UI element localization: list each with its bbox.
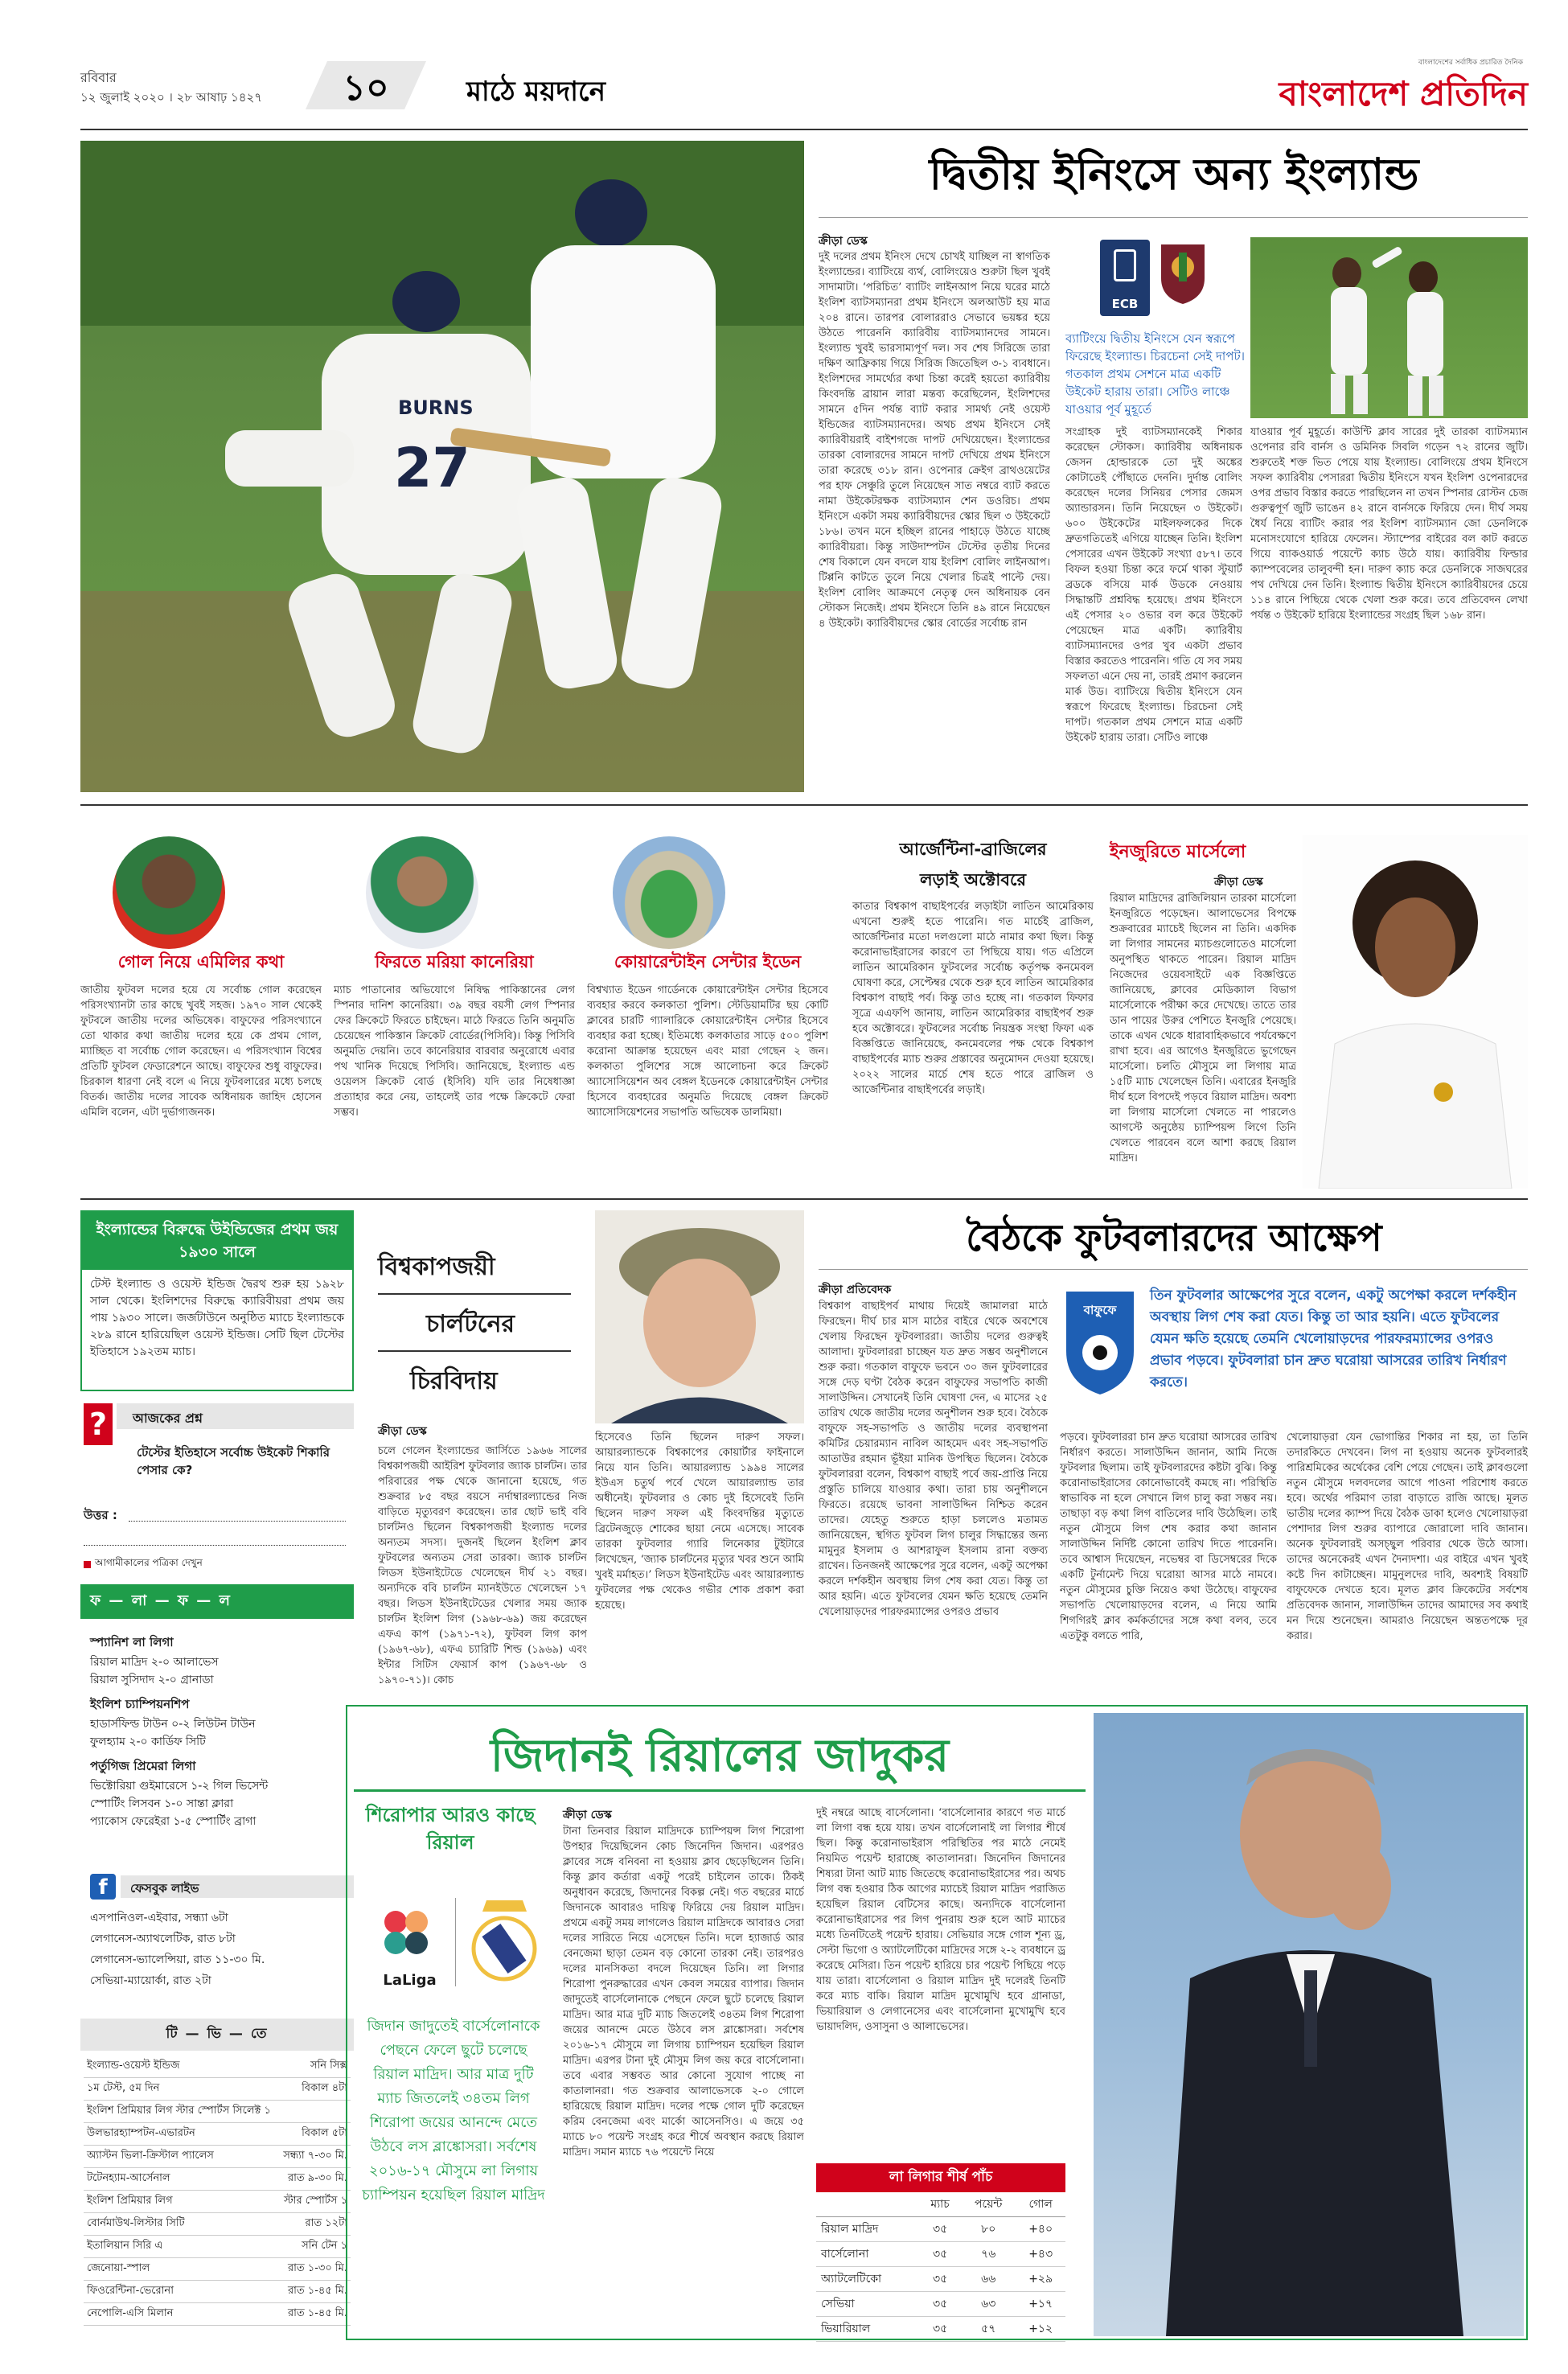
tv-time: রাত ৯-৩০ মি. xyxy=(287,2172,347,2184)
laliga-logo xyxy=(371,1898,448,1994)
results-line: প্যাকোস ফেরেইরা ১-৫ স্পোর্টিং ব্রাগা xyxy=(90,1815,257,1828)
question-head: আজকের প্রশ্ন xyxy=(133,1411,203,1426)
ecb-logo-text: ECB xyxy=(1111,297,1139,311)
standings-cell: +১৭ xyxy=(1016,2292,1065,2317)
tv-row xyxy=(84,2078,351,2101)
section-name: মাঠে ময়দানে xyxy=(466,76,605,108)
tv-time: রাত ১-৪৫ মি. xyxy=(287,2285,347,2297)
standings-cell: ৩৫ xyxy=(919,2267,961,2292)
players-column-3: খেলোয়াড়রা যেন ভোগান্তির শিকার না হয়, তা তিনি তদারকিতে দেখবেন। লিগ না হওয়ায় অনেক ফুটবলারই পারিশ্রমিকের অর্থেকের বেশি পেয়ে গেছেন। তাই ক্লাবগুলো নতুন মৌসুমে দলবদলের আগে পাওনা পরিশোধ করতে হবে। অর্থের পরিমাণ তারা বাড়াতে রাজি আছে। মূলত ভাতীয় দলের ক্যাম্প দিয়ে বৈঠক ডাকা হলেও খেলোয়াড়রা পেশাদার লিগ শুরুর ব্যাপারে জোরালো দাবি জানান। অনেক ফুটবলারই অসচ্ছ্বল পরিবার থেকে উঠে আসা। তাদের অনেকেরই এখন দৈন্যদশা। এর বাইরে এখন খুবই কষ্টে দিন কাটাচ্ছেন। মামুনুলদের দাবি, অবশ্যই বিষয়টি বাফুফেকে দেখতে হবে। মূলত ক্লাব ক্রিকেটের সর্বশেষ প্রতিবেদক জানান, সালাউদ্দিন তাদের আমাদের সব কথাই মন দিয়ে শুনেছেন। আমরাও নিয়েছেন অন্ততপক্ষে দূর করার। xyxy=(1287,1431,1528,1642)
mini1-photo xyxy=(113,836,225,949)
zidane-photo xyxy=(1094,1713,1524,2336)
zidane-column-1: টানা তিনবার রিয়াল মাদ্রিদকে চ্যাম্পিয়ন্স লিগ শিরোপা উপহার দিয়েছিলেন কোচ জিনেদিন জিদান। এরপরও ক্লাবের সঙ্গে বনিবনা না হওয়ায় ক্লাব ছেড়েছিলেন তিনি। কিন্তু ক্লাব কর্তারা একটু পরেই চাইলেন তাকে। ঠিকই অনুধাবন করেছে, জিদানের বিকল্প নেই। গত বছরের মার্চে জিদানকে আবারও দায়িত্ব ফিরিয়ে দেয় রিয়াল মাদ্রিদ। প্রথমে একটু সময় লাগলেও রিয়াল মাদ্রিদকে আবারও সেরা দলের সারিতে নিয়ে এসেছেন তিনি। দলে হ্যাজার্ড আর বেনজেমা ছাড়া তেমন বড় কোনো তারকা নেই। তারপরও দলের মানসিকতা বদলে দিয়েছেন তিনি। লা লিগার শিরোপা পুনরুদ্ধারের এখন কেবল সময়ের ব্যাপার। জিদান জাদুতেই বার্সেলোনাকে পেছনে ফেলে ছুটে চলেছে রিয়াল মাদ্রিদ। আর মাত্র দুটি ম্যাচ জিতলেই ৩৪তম লিগ শিরোপা জয়ের আনন্দে মেতে উঠবে লস ব্লাঙ্কোসরা। সর্বশেষ ২০১৬-১৭ মৌসুমে লা লিগায় চ্যাম্পিয়ন হয়েছিল রিয়াল মাদ্রিদ। এরপর টানা দুই মৌসুম লিগ জয় করে বার্সেলোনা। তবে এবার সম্ভবত আর কোনো সুযোগ পাচ্ছে না কাতালানরা। গত শুক্রবার আলাভেসকে ২-০ গোলে হারিয়েছে রিয়াল মাদ্রিদ। দলের পক্ষে গোল দুটি করেছেন করিম বেনজেমা এবং মার্কো আসেনসিও। এ জয়ে ৩৫ ম্যাচে ৮০ পয়েন্ট সংগ্রহ করে শীর্ষে অবস্থান করছে রিয়াল মাদ্রিদ। সমান ম্যাচে ৭৬ পয়েন্টে নিয়ে xyxy=(563,1826,804,2158)
answer-note: আগামীকালের পত্রিকা দেখুন xyxy=(95,1557,203,1568)
tv-row xyxy=(84,2213,351,2236)
standings-cell: ৩৫ xyxy=(919,2242,961,2267)
standings-cell: ৬৬ xyxy=(961,2267,1016,2292)
page-header xyxy=(80,56,1528,121)
facebook-icon: f xyxy=(90,1874,116,1900)
results-head: ফ — লা — ফ — ল xyxy=(80,1584,354,1619)
players-byline: ক্রীড়া প্রতিবেদক xyxy=(819,1284,892,1296)
zidane-summary: জিদান জাদুতেই বার্সেলোনাকে পেছনে ফেলে ছুটে চলেছে রিয়াল মাদ্রিদ। আর মাত্র দুটি ম্যাচ জিতলেই ৩৪তম লিগ শিরোপা জয়ের আনন্দে মেতে উঠবে লস ব্লাঙ্কোসরা। সর্বশেষ ২০১৬-১৭ মৌসুমে লা লিগায় চ্যাম্পিয়ন হয়েছিল রিয়াল মাদ্রিদ xyxy=(362,2018,545,2204)
league-standings-table xyxy=(816,2192,1065,2342)
header-day: রবিবার xyxy=(80,70,117,85)
argentina-body: কাতার বিশ্বকাপ বাছাইপর্বের লড়াইটা লাতিন আমেরিকায় এখনো শুরুই হতে পারেনি। গত মার্চেই ব্রাজিল, আর্জেন্টিনার মতো দলগুলো মাঠে নামার কথা ছিল। কিন্তু করোনাভাইরাসের কারণে তা পিছিয়ে যায়। গত এপ্রিলে লাতিন আমেরিকান ফুটবলের সর্বোচ্চ কর্তৃপক্ষ কনমেবল ঘোষণা করে, সেপ্টেম্বর থেকে শুরু হবে লাতিন আমেরিকার বিশ্বকাপ বাছাই পর্ব। কিন্তু তাও হচ্ছে না। গতকাল ফিফার সূত্রে এএফপি জানায়, লাতিন আমেরিকার বাছাইপর্ব শুরু হবে অক্টোবরে। ফুটবলের সর্বোচ্চ নিয়ন্ত্রক সংস্থা ফিফা এক বিজ্ঞপ্তিতে জানিয়েছে, কনমেবলের পক্ষ থেকে বিশ্বকাপ বাছাইপর্বের ম্যাচ শুরুর প্রস্তাবের অনুমোদন দেওয়া হয়েছে। ২০২২ সালের মার্চে শেষ হতে পারে ব্রাজিল ও আর্জেন্টিনার বাছাইপর্বের লড়াই। xyxy=(852,901,1094,1096)
argentina-kicker: আর্জেন্টিনা-ব্রাজিলের xyxy=(899,840,1047,859)
facebook-head-bar xyxy=(121,1875,354,1898)
facebook-list-item: সেভিয়া-ম্যায়োর্কা, রাত ২টা xyxy=(90,1974,211,1987)
lead-column-1: দুই দলের প্রথম ইনিংস দেখে চোখই যাচ্ছিল না স্বাগতিক ইংল্যান্ডের। ব্যাটিংয়ে ব্যর্থ, বোলিংয়েও শুরুটা ছিল খুবই সাদামাটা। ‘পরিচিত’ ব্যাটিং লাইনআপ নিয়ে ঘরের মাঠে ইংলিশ ব্যাটসম্যানরা প্রথম ইনিংসে অলআউট হয় মাত্র ২০৪ রানে। তারপর বোলাররাও সেভাবে ভয়ঙ্কর হয়ে উঠতে পারেননি ক্যারিবীয় ব্যাটসম্যানদের সামনে। ইংল্যান্ড খুবই ভারসাম্যপূর্ণ দল। সব শেষ সিরিজে তারা দক্ষিণ আফ্রিকায় গিয়ে সিরিজ জিতেছিল ৩-১ ব্যবধানে। ইংলিশদের সামর্থ্যের কথা চিন্তা করেই হয়তো ক্যারিবীয় কিংবদন্তি ব্রায়ান লারা মন্তব্য করেছিলেন, ইংলিশদের সামনে ৫দিন পর্যন্ত ব্যাট করার সামর্থ্য নেই ওয়েস্ট ইন্ডিজের ব্যাটসম্যানদের। অথচ প্রথম ইনিংসে সেই ক্যারিবীয়রাই বাইশগজে দাপট দেখিয়েছেন। ইংল্যান্ডের তারকা বোলারদের সামনে দাপট দেখিয়ে প্রথম ইনিংসে তারা করেছে ৩১৮ রান। ওপেনার ক্রেইগ ব্রাথওয়েটের পর হাফ সেঞ্চুরি তুলে নিয়েছেন সাত নম্বরে ব্যাট করতে নামা উইকেটরক্ষক ব্যাটসম্যান শেন ডওরিচ। প্রথম ইনিংসে একটা সময় ক্যারিবীয়দের স্কোর ছিল ৩ উইকেটে ১৮৬। তখন মনে হচ্ছিল রানের পাহাড়ে উঠতে যাচ্ছে ক্যারিবীয়রা। কিন্তু সাউদাম্পটন টেস্টের তৃতীয় দিনের শেষ বিকালে যেন বদলে যায় ইংলিশ বোলিং লাইনআপ। টিপ্পনি কাটতে তুলে নিয়ে খেলার চিত্রই পাল্টে দেয়। ইংলিশ বোলিং আক্রমণে নেতৃত্ব দেন অধিনায়ক বেন স্টোকস নিজেই। প্রথম ইনিংসে তিনি ৪৯ রানে নিয়েছেন ৪ উইকেট। ক্যারিবীয়দের স্কোর বোর্ডের সর্বোচ্চ রান xyxy=(819,251,1050,630)
standings-cell: অ্যাটলেটিকো xyxy=(816,2267,919,2292)
answer-line-2 xyxy=(84,1545,346,1546)
zidane-headline: জিদানই রিয়ালের জাদুকর xyxy=(490,1730,950,1782)
question-text: টেস্টের ইতিহাসে সর্বোচ্চ উইকেট শিকারি পেসার কে? xyxy=(137,1445,330,1477)
tv-event: ইংলিশ প্রিমিয়ার লিগ xyxy=(87,2195,173,2207)
facebook-head: ফেসবুক লাইভ xyxy=(130,1881,199,1896)
tv-time: স্টার স্পোর্টস ১ xyxy=(283,2195,347,2207)
masthead-tagline: বাংলাদেশের সর্বাধিক প্রচারিত দৈনিক xyxy=(1418,59,1523,67)
tv-row xyxy=(84,2258,351,2281)
standings-row xyxy=(816,2292,1065,2317)
tv-list xyxy=(80,2051,354,2331)
zidane-column-2: দুই নম্বরে আছে বার্সেলোনা। ‘বার্সেলোনার কারণে গত মার্চে লা লিগা বন্ধ হয়ে যায়। তখন বার্সেলোনাই লা লিগার শীর্ষে ছিল। কিন্তু করোনাভাইরাস পরিস্থিতির পর মাঠে নেমেই নিয়মিত পয়েন্ট হারাচ্ছে কাতালানরা। জিনেদিন জিদানের শিষ্যরা টানা আট ম্যাচ জিতেছে করোনাভাইরাসের পর। অথচ লিগ বন্ধ হওয়ার ঠিক আগের ম্যাচেই রিয়াল মাদ্রিদ পরাজিত হয়েছিল রিয়াল বেটিসের কাছে। অন্যদিকে বার্সেলোনা করোনাভাইরাসের পর লিগ পুনরায় শুরু হলে আট ম্যাচের মধ্যে তিনটিতেই পয়েন্ট হারায়। সেভিয়ার সঙ্গে গোল শূন্য ড্র, সেল্টা ভিগো ও অ্যাটলেটিকো মাদ্রিদের সঙ্গে ২-২ ব্যবধানে ড্র করেছে মেসিরা। তিন পয়েন্ট হারিয়ে চার পয়েন্ট পিছিয়ে পড়ে যায় তারা। বার্সেলোনা ও রিয়াল মাদ্রিদ দুই দলেরই তিনটি করে ম্যাচ বাকি। রিয়াল মাদ্রিদ মুখোমুখি হবে গ্রানাডা, ভিয়ারিয়াল ও লেগানেসের এবং বার্সেলোনা মুখোমুখি হবে ভায়াদলিদ, ওসাসুনা ও আলাভেসের। xyxy=(816,1807,1065,2033)
standings-cell: ৫৭ xyxy=(961,2317,1016,2342)
tv-event: টটেনহ্যাম-আর্সেনাল xyxy=(87,2172,170,2184)
tv-row xyxy=(84,2168,351,2191)
standings-header-cell: গোল xyxy=(1016,2192,1065,2217)
standings-header-cell: ম্যাচ xyxy=(919,2192,961,2217)
standings-cell: ভিয়ারিয়াল xyxy=(816,2317,919,2342)
marcelo-byline: ক্রীড়া ডেস্ক xyxy=(1214,876,1263,889)
tv-row xyxy=(84,2236,351,2258)
standings-cell: ৬৩ xyxy=(961,2292,1016,2317)
mini3-photo xyxy=(613,836,725,949)
bff-logo-text: বাফুফে xyxy=(1083,1303,1117,1317)
mini2-photo xyxy=(366,836,478,949)
tv-event: ইংলিশ প্রিমিয়ার লিগ স্টার স্পোর্টস সিলেক্ট ১ xyxy=(87,2105,271,2117)
tv-row xyxy=(84,2146,351,2168)
answer-note-marker xyxy=(84,1561,91,1568)
standings-row xyxy=(816,2242,1065,2267)
tv-time: রাত ১-৩০ মি. xyxy=(287,2262,347,2274)
tv-row xyxy=(84,2303,351,2326)
standings-cell: +২৯ xyxy=(1016,2267,1065,2292)
answer-line xyxy=(129,1521,346,1522)
facebook-list xyxy=(90,1908,347,1991)
results-line: ভিক্টোরিয়া গুইমারেসে ১-২ গিল ভিসেন্ট xyxy=(90,1780,269,1793)
standings-cell: ৩৫ xyxy=(919,2317,961,2342)
bff-logo xyxy=(1060,1287,1140,1399)
lead-byline: ক্রীড়া ডেস্ক xyxy=(819,235,868,248)
standings-cell: +৪৩ xyxy=(1016,2242,1065,2267)
lead-photo-player-number: 27 xyxy=(394,437,470,500)
tv-row xyxy=(84,2281,351,2303)
charlton-title-line-1: বিশ্বকাপজয়ী xyxy=(378,1242,571,1295)
mini1-headline: গোল নিয়ে এমিলির কথা xyxy=(117,952,285,971)
lead-bottom-rule xyxy=(80,804,1528,806)
lead-photo-batsmen xyxy=(80,141,804,792)
real-madrid-crest xyxy=(466,1894,543,1990)
marcelo-headline: ইনজুরিতে মার্সেলো xyxy=(1110,842,1246,862)
tv-event: ফিওরেন্টিনা-ভেরোনা xyxy=(87,2285,174,2297)
results-line: রিয়াল মাদ্রিদ ২-০ আলাভেস xyxy=(90,1656,219,1669)
tv-time: বিকাল ৫টা xyxy=(302,2127,347,2139)
fact-title: ইংল্যান্ডের বিরুদ্ধে উইন্ডিজের প্রথম জয় ১৯৩০ সালে xyxy=(82,1212,352,1270)
page-number: ১০ xyxy=(343,68,389,109)
marcelo-body: রিয়াল মাদ্রিদের ব্রাজিলিয়ান তারকা মার্সেলো ইনজুরিতে পড়েছেন। আলাভেসের বিপক্ষে শুক্রবারের ম্যাচেই ছিলেন না তিনি। একদিক লা লিগার সামনের ম্যাচগুলোতেও মার্সেলো অনুপস্থিত থাকতে পারেন। রিয়াল মাদ্রিদ নিজেদের ওয়েবসাইটে এক বিজ্ঞপ্তিতে জানিয়েছে, ক্লাবের মেডিক্যাল বিভাগ মার্সেলোকে পরীক্ষা করে দেখেছে। তাতে তার ডান পায়ের উরুর পেশিতে ইনজুরি পেয়েছে। তাকে এখন থেকে ধারাবাহিকভাবে পর্যবেক্ষণে রাখা হবে। এর আগেও ইনজুরিতে ভুগেছেন মার্সেলো। চলতি মৌসুমে লা লিগায় মাত্র ১৫টি ম্যাচ খেলেছেন তিনি। এবারের ইনজুরি দীর্ঘ হলে বিপদেই পড়বে রিয়াল মাদ্রিদ। অবশ্য লা লিগায় মার্সেলো খেলতে না পারলেও আগস্টে অনুষ্ঠেয় চ্যাম্পিয়ন্স লিগে তিনি খেলতে পারবেন বলে আশা করছে রিয়াল মাদ্রিদ। xyxy=(1110,893,1296,1164)
tv-event: ইংল্যান্ড-ওয়েস্ট ইন্ডিজ xyxy=(87,2060,180,2072)
tv-event: নেপোলি-এসি মিলান xyxy=(87,2307,174,2319)
results-league: ইংলিশ চ্যাম্পিয়নশিপ xyxy=(90,1697,190,1711)
standings-header-cell xyxy=(816,2192,919,2217)
header-rule xyxy=(80,129,1528,130)
charlton-body-1: চলে গেলেন ইংল্যান্ডের জার্সিতে ১৯৬৬ সালের বিশ্বকাপজয়ী আইরিশ ফুটবলার জ্যাক চার্লটন। তার পরিবারের পক্ষ থেকে জানানো হয়েছে, গত শুক্রবার ৮৫ বছর বয়সে নর্দাম্বারল্যান্ডের নিজ বাড়িতে মৃত্যুবরণ করেছেন। তার ছোট ভাই ববি চার্লটনও ছিলেন বিশ্বকাপজয়ী ইংল্যান্ড দলের অন্যতম সদস্য। দুজনই ছিলেন ইংলিশ ক্লাব ফুটবলের অন্যতম সেরা তারকা। জ্যাক চার্লটন লিডস ইউনাইটেডে খেলেছেন দীর্ঘ ২১ বছর। অন্যদিকে ববি চার্লটন ম্যানইউতে খেলেছেন ১৭ বছর। লিডস ইউনাইটেডের খেলার সময় জ্যাক চার্লটন ইংলিশ লিগ (১৯৬৮-৬৯) জয় করেছেন এফএ কাপ (১৯৭১-৭২), ফুটবল লিগ কাপ (১৯৬৭-৬৮), এফএ চ্যারিটি শিল্ড (১৯৬৯) এবং ইন্টার সিটিস ফেয়ার্স কাপ (১৯৬৭-৬৮ ও ১৯৭০-৭১)। কোচ xyxy=(378,1445,587,1686)
answer-label: উত্তর : xyxy=(84,1508,117,1522)
players-headline-rule xyxy=(819,1269,1528,1270)
lead-photo-celebration xyxy=(1250,237,1528,418)
zidane-table xyxy=(816,2163,1065,2342)
tv-time: সন্ধ্যা ৭-৩০ মি. xyxy=(283,2150,347,2162)
tv-event: বোর্নমাউথ-লিস্টার সিটি xyxy=(87,2217,185,2229)
players-column-1: বিশ্বকাপ বাছাইপর্ব মাথায় দিয়েই জামালরা মাঠে ফিরছেন। দীর্ঘ চার মাস মাঠের বাইরে থেকে অবশেষে খেলায় ফিরছেন ফুটবলাররা। জাতীয় দলের গুরুত্বই আলাদা। ফুটবলাররা চাচ্ছেন যত দ্রুত সম্ভব অনুশীলনে শুরু করা। গতকাল বাফুফে ভবনে ৩০ জন ফুটবলারের সঙ্গে দেড় ঘণ্টা বৈঠক করেন বাফুফের সভাপতি কাজী সালাউদ্দিন। সেখানেই তিনি ঘোষণা দেন, এ মাসের ২৫ তারিখ থেকে জাতীয় দলের অনুশীলন শুরু হবে। বৈঠকে বাফুফে সহ-সভাপতি ও জাতীয় দলের ব্যবস্থাপনা কমিটির চেয়ারম্যান নাবিল আহমেদ এবং সহ-সভাপতি আতাউর রহমান ভূঁইয়া মানিক উপস্থিত ছিলেন। বৈঠকে ফুটবলাররা বলেন, বিশ্বকাপ বাছাই পর্বে জয়-প্রাপ্তি নিয়ে প্রস্তুতি চালিয়ে যাওয়ার কথা। তারা চায় অনুশীলনে ফিরতে। রয়েছে ভাবনা সালাউদ্দিন নিশ্চিত করেন তাদের। যেহেতু শুরুতে হাড়া চললেও মতামত জানিয়েছেন, স্থগিত ফুটবল লিগ চালুর সিদ্ধান্তের জন্য মামুনুর ইসলাম ও আশরাফুল ইসলাম রানা বক্তব্য রাখেন। তিনজনই আক্ষেপের সুরে বলেন, একটু অপেক্ষা করলে দর্শকহীন অবস্থায় লিগ শেষ করা যেত। কিন্তু তা আর হয়নি। এতে ফুটবলের যেমন ক্ষতি হয়েছে তেমনি খেলোয়াড়দের পারফরম্যান্সের ওপরও প্রভাব xyxy=(819,1300,1048,1618)
charlton-title-line-2: চার্লটনের xyxy=(378,1295,571,1352)
mini2-body: ম্যাচ পাতানোর অভিযোগে নিষিদ্ধ পাকিস্তানের লেগ স্পিনার দানিশ কানেরিয়া। ৩৯ বছর বয়সী লেগ স্পিনার ফের ক্রিকেটে ফিরতে চাইছেন। মাঠে ফিরতে তিনি অনুমতি চেয়েছেন পাকিস্তান ক্রিকেট বোর্ডের(পিসিবি)। কিন্তু পিসিবি অনুমতি দেয়নি। তবে কানেরিয়ার বারবার অনুরোধে এবার পথ খানিক দিয়েছে পিসিবি। জানিয়েছে, ইংল্যান্ড এন্ড ওয়েলস ক্রিকেট বোর্ড (ইসিবি) যদি তার নিষেধাজ্ঞা প্রত্যাহার করে নেয়, তাহলেই তার পক্ষে ক্রিকেটে ফেরা সম্ভব। xyxy=(334,984,575,1119)
mini3-headline: কোয়ারেন্টাইন সেন্টার ইডেন xyxy=(614,952,802,971)
results-league: স্প্যানিশ লা লিগা xyxy=(90,1635,174,1649)
tv-event: জেনোয়া-স্পাল xyxy=(87,2262,150,2274)
results-line: রিয়াল সুসিদাদ ২-০ গ্রানাডা xyxy=(90,1674,214,1686)
facebook-live-box xyxy=(80,1874,354,2015)
standings-row xyxy=(816,2267,1065,2292)
tv-head: টি — ভি — তে xyxy=(80,2019,354,2051)
tv-row xyxy=(84,2056,351,2078)
question-mark-icon: ? xyxy=(84,1403,113,1445)
standings-cell: সেভিয়া xyxy=(816,2292,919,2317)
results-box xyxy=(80,1584,354,1882)
tv-event: ইতালিয়ান সিরি এ xyxy=(87,2240,163,2252)
tv-event: ১ম টেস্ট, ৫ম দিন xyxy=(87,2082,160,2094)
players-headline: বৈঠকে ফুটবলারদের আক্ষেপ xyxy=(966,1216,1382,1259)
mini1-body: জাতীয় ফুটবল দলের হয়ে যে সর্বোচ্চ গোল করেছেন পরিসংখ্যানটা তার কাছে খুবই সহজ। ১৯৭০ সাল থেকেই ফুটবলে জাতীয় দলের অভিষেক। বাফুফের পরিসংখ্যানে তো থাকার কথা জাতীয় দলের হয়ে কে প্রথম গোল, ম্যাচ্ছিত বা সর্বোচ্চ গোল করেছেন। এ পরিসংখ্যান বিশ্বের প্রতিটি ফুটবল ফেডারেশনে আছে। বাফুফের শুধু বাফুফের। চিরকাল ধারণা নেই বলে এ নিয়ে ফুটবলারের মধ্যে চলছে বিতর্ক। জাতীয় দলের সাবেক অধিনায়ক জাহিদ হোসেন এমিলি বলেন, এটা দুর্ভাগ্যজনক। xyxy=(80,984,322,1119)
laliga-logo-text: LaLiga xyxy=(383,1972,437,1989)
tv-box xyxy=(80,2019,354,2340)
charlton-photo xyxy=(595,1210,804,1423)
tv-time: সনি সিক্স xyxy=(310,2060,347,2072)
lead-caption: ব্যাটিংয়ে দ্বিতীয় ইনিংসে যেন স্বরূপে ফিরেছে ইংল্যান্ড। চিরচেনা সেই দাপট। গতকাল প্রথম সেশনে মাত্র একটি উইকেট হারায় তারা। সেটিও লাঞ্চে যাওয়ার পূর্ব মুহূর্তে xyxy=(1065,331,1246,417)
argentina-headline: লড়াই অক্টোবরে xyxy=(919,870,1027,889)
facebook-list-item: লেগানেস-ভ্যালেন্সিয়া, রাত ১১-৩০ মি. xyxy=(90,1953,265,1966)
tv-event: উলভারহ্যাম্পটন-এভারটন xyxy=(87,2127,195,2139)
masthead-logo: বাংলাদেশ প্রতিদিন xyxy=(1279,74,1528,113)
results-line: হাডার্সফিল্ড টাউন ০-২ লিউটন টাউন xyxy=(90,1718,256,1731)
tv-time: রাত ১২টা xyxy=(305,2217,347,2229)
standings-cell: ৮০ xyxy=(961,2217,1016,2242)
ecb-logo-crown-icon xyxy=(1114,249,1136,281)
charlton-title-line-3: চিরবিদায় xyxy=(410,1367,498,1395)
fact-box xyxy=(80,1210,354,1391)
mini-bottom-rule xyxy=(80,1198,1528,1200)
ecb-logo xyxy=(1100,240,1150,316)
windies-logo xyxy=(1158,241,1208,306)
standings-cell: +৪০ xyxy=(1016,2217,1065,2242)
fact-body: টেস্ট ইংল্যান্ড ও ওয়েস্ট ইন্ডিজ দ্বৈরথ শুরু হয় ১৯২৮ সাল থেকে। ইংলিশদের বিরুদ্ধে ক্যারিবীয়রা প্রথম জয় পায় ১৯৩০ সালে। জর্জটাউনে অনুষ্ঠিত ম্যাচে ইংল্যান্ডকে ২৮৯ রানে হারিয়েছিল ওয়েস্ট ইন্ডিজ। সেটি ছিল টেস্টের ইতিহাসে ১৯২তম ম্যাচ। xyxy=(90,1278,344,1358)
players-pull-quote: তিন ফুটবলার আক্ষেপের সুরে বলেন, একটু অপেক্ষা করলে দর্শকহীন অবস্থায় লিগ শেষ করা যেত। কিন্তু তা আর হয়নি। এতে ফুটবলের যেমন ক্ষতি হয়েছে তেমনি খেলোয়াড়দের পারফরম্যান্সের ওপরও প্রভাব পড়বে। ফুটবলারা চান দ্রুত ঘরোয়া আসরের তারিখ নির্ধারণ করতে। xyxy=(1150,1288,1517,1390)
standings-cell: ৩৫ xyxy=(919,2217,961,2242)
standings-cell: রিয়াল মাদ্রিদ xyxy=(816,2217,919,2242)
lead-column-3: যাওয়ার পূর্ব মুহূর্তে। কাউন্টি ক্লাব সারের দুই তারকা ব্যাটসম্যান ওপেনার রবি বার্নস ও ডমিনিক সিবলি গড়েন ৭২ রানের জুটি। শুরুতেই শক্ত ভিত পেয়ে যায় ইংল্যান্ড। বোলিংয়ে প্রথম ইনিংসে সফল ক্যারিবীয় পেসাররা দ্বিতীয় ইনিংসে যখন ইংলিশ ওপেনারদের ওপর প্রভাব বিস্তার করতে পারছিলেন না তখন স্পিনার রোস্টন চেজ গুরুত্বপূর্ণ জুটি ভাঙেন ৪২ রানে বার্নসকে ফিরিয়ে দেন। দীর্ঘ সময় ধৈর্য নিয়ে ব্যাটিং করার পর ইংলিশ ব্যাটসম্যান জো ডেনলিকে মনোসংযোগে হারিয়ে ফেলেন। স্ট্যাম্পের বাইরের বল কাট করতে গিয়ে ব্যাকওয়ার্ড পয়েন্টে ক্যাচ উঠে যায়। ক্যারিবীয় ফিল্ডার ক্যাম্পবেলের তালুবন্দী হন। দারুণ ক্যাচ করে ডেনলিকে সাজঘরের পথ দেখিয়ে দেন তিনি। ইংল্যান্ড দ্বিতীয় ইনিংসে ক্যারিবীয়দের চেয়ে ১১৪ রানে পিছিয়ে থেকে খেলা শুরু করে। তবে প্রতিবেদন লেখা পর্যন্ত ৩ উইকেট হারিয়ে ইংল্যান্ডের সংগ্রহ ছিল ১৬৮ রান। xyxy=(1250,426,1528,622)
standings-cell: ৩৫ xyxy=(919,2292,961,2317)
results-line: স্পোর্টিং লিসবন ১-০ সান্তা ক্লারা xyxy=(90,1797,234,1810)
lead-column-2: সংগ্রাহক দুই ব্যাটসম্যানকেই শিকার করেছেন স্টোকস। ক্যারিবীয় অধিনায়ক জেসন হোল্ডারকে তো দুই অঙ্কের কোটাতেই পৌঁছাতে দেননি। দুর্দান্ত বোলিং করেছেন দলের সিনিয়র পেসার জেমস অ্যান্ডারসন। তিনি নিয়েছেন ৩ উইকেট। ৬০০ উইকেটের মাইলফলকের দিকে দ্রুতগতিতেই এগিয়ে যাচ্ছেন তিনি। ইংলিশ পেসারের এখন উইকেট সংখ্যা ৫৮৭। তবে বিফল হওয়া চিন্তা করে ফর্মে থাকা স্টুয়ার্ট ব্রডকে বসিয়ে মার্ক উডকে নেওয়ায় সিদ্ধান্তটি প্রশ্নবিদ্ধ হয়েছে। প্রথম ইনিংসে এই পেসার ২০ ওভার বল করে উইকেট পেয়েছেন মাত্র একটি। ক্যারিবীয় ব্যাটসম্যানদের ওপর খুব একটা প্রভাব বিস্তার করতেও পারেননি। গতি যে সব সময় সফলতা এনে দেয় না, তারই প্রমাণ করলেন মার্ক উড। ব্যাটিংয়ে দ্বিতীয় ইনিংসে যেন স্বরূপে ফিরেছে ইংল্যান্ড। চিরচেনা সেই দাপট। গতকাল প্রথম সেশনে মাত্র একটি উইকেট হারায় তারা। সেটিও লাঞ্চে xyxy=(1065,426,1242,744)
facebook-list-item: লেগানেস-অ্যাথলেটিক, রাত ৮টা xyxy=(90,1932,236,1945)
zidane-table-title: লা লিগার শীর্ষ পাঁচ xyxy=(816,2163,1065,2192)
tv-time: রাত ১-৪৫ মি. xyxy=(287,2307,347,2319)
results-league: পর্তুগিজ প্রিমেরা লিগা xyxy=(90,1759,196,1773)
tv-time: বিকাল ৪টা xyxy=(302,2082,347,2094)
header-date: ১২ জুলাই ২০২০ । ২৮ আষাঢ় ১৪২৭ xyxy=(80,90,262,105)
standings-cell: ৭৬ xyxy=(961,2242,1016,2267)
lead-headline-rule xyxy=(819,217,1528,218)
zidane-subhead: শিরোপার আরও কাছে রিয়াল xyxy=(365,1804,536,1854)
lead-headline: দ্বিতীয় ইনিংসে অন্য ইংল্যান্ড xyxy=(929,149,1419,199)
mini3-body: বিশ্বখ্যাত ইডেন গার্ডেনকে কোয়ারেন্টাইন সেন্টার হিসেবে ব্যবহার করবে কলকাতা পুলিশ। স্টেডিয়ামটির ছয় কোটি ক্লাবের চারটি গ্যালারিকে কোয়ারেন্টাইন সেন্টার হিসেবে ব্যবহার করা হচ্ছে। ইতিমধ্যে কলকাতার সাড়ে ৫০০ পুলিশ করোনা আক্রান্ত হয়েছেন এবং মারা গেছেন ২ জন। কলকাতা পুলিশের সঙ্গে আলোচনা করে ক্রিকেট অ্যাসোসিয়েশন অব বেঙ্গল ইডেনকে কোয়ারেন্টাইন সেন্টার হিসেবে ব্যবহারের অনুমতি দিয়েছে বেঙ্গল ক্রিকেট অ্যাসোসিয়েশনের সভাপতি অভিষেক ডালমিয়া। xyxy=(587,984,828,1119)
tv-row xyxy=(84,2123,351,2146)
standings-cell: +১২ xyxy=(1016,2317,1065,2342)
standings-header-cell: পয়েন্ট xyxy=(961,2192,1016,2217)
players-column-2: পড়বে। ফুটবলাররা চান দ্রুত ঘরোয়া আসরের তারিখ নির্ধারণ করতে। সালাউদ্দিন জানান, আমি নিজে ফুটবলার ছিলাম। তাই ফুটবলারদের কষ্টটা বুঝি। কিন্তু করোনাভাইরাসের কোনোভাবেই কমছে না। পরিস্থিতি স্বাভাবিক না হলে সেখানে লিগ চালু করা সম্ভব নয়। তাছাড়া বড় কথা লিগ বাতিলের দাবি উঠেছিল। তাই নতুন মৌসুমে লিগ শেষ করার কথা জানান সালাউদ্দিন নির্দিষ্ট কোনো তারিখ দিতে পারেননি। তবে আশ্বাস দিয়েছেন, নভেম্বর বা ডিসেম্বরের দিকে একটি টুর্নামেন্ট দিয়ে ঘরোয়া আসর মাঠে নামবে। নতুন মৌসুমের চুক্তি নিয়েও কথা উঠেছে। বাফুফের সভাপতি খেলোয়াড়দের বলেন, এ নিয়ে আমি শিগগিরই ক্লাব কর্মকর্তাদের সঙ্গে কথা বলব, তবে এতটুকু বলতে পারি, xyxy=(1060,1431,1277,1642)
tv-time: সনি টেন ১ xyxy=(302,2240,347,2252)
zidane-byline: ক্রীড়া ডেস্ক xyxy=(563,1809,612,1822)
question-header-bar xyxy=(117,1403,354,1429)
results-list xyxy=(80,1619,354,1838)
charlton-byline: ক্রীড়া ডেস্ক xyxy=(378,1425,427,1438)
tv-row xyxy=(84,2101,351,2123)
tv-event: অ্যাস্টন ভিলা-ক্রিস্টাল প্যালেস xyxy=(87,2150,214,2162)
standings-cell: বার্সেলোনা xyxy=(816,2242,919,2267)
lead-photo-player-name: BURNS xyxy=(398,396,474,419)
tv-row xyxy=(84,2191,351,2213)
charlton-title-block xyxy=(378,1242,571,1407)
marcelo-photo xyxy=(1303,835,1528,1189)
standings-row xyxy=(816,2317,1065,2342)
logo-divider xyxy=(455,1898,456,1986)
standings-row xyxy=(816,2217,1065,2242)
question-box xyxy=(80,1403,354,1584)
results-line: ফুলহ্যাম ২-০ কার্ডিফ সিটি xyxy=(90,1735,206,1748)
facebook-list-item: এসপানিওল-এইবার, সন্ধ্যা ৬টা xyxy=(90,1912,228,1924)
zidane-headline-rule xyxy=(354,1789,1086,1792)
mini2-headline: ফিরতে মরিয়া কানেরিয়া xyxy=(375,952,534,971)
charlton-body-2: হিসেবেও তিনি ছিলেন দারুণ সফল। আয়ারল্যান্ডকে বিশ্বকাপের কোয়ার্টার ফাইনালে নিয়ে যান তিনি। আয়ারল্যান্ড ১৯৯৪ সালের ইউএস চতুর্থ পর্বে খেলে আয়ারল্যান্ড তার অধীনেই। ফুটবলার ও কোচ দুই হিসেবেই তিনি ছিলেন দারুণ সফল এই কিংবদন্তির মৃত্যুতে ব্রিটেনজুড়ে শোকের ছায়া নেমে এসেছে। সাবেক তারকা ফুটবলার গ্যারি লিনেকার টুইটারে লিখেছেন, ‘জ্যাক চার্লটনের মৃত্যুর খবর শুনে আমি খুবই মর্মাহত।’ লিডস ইউনাইটেড এবং আয়ারল্যান্ড ফুটবলের পক্ষ থেকেও গভীর শোক প্রকাশ করা হয়েছে। xyxy=(595,1431,804,1612)
